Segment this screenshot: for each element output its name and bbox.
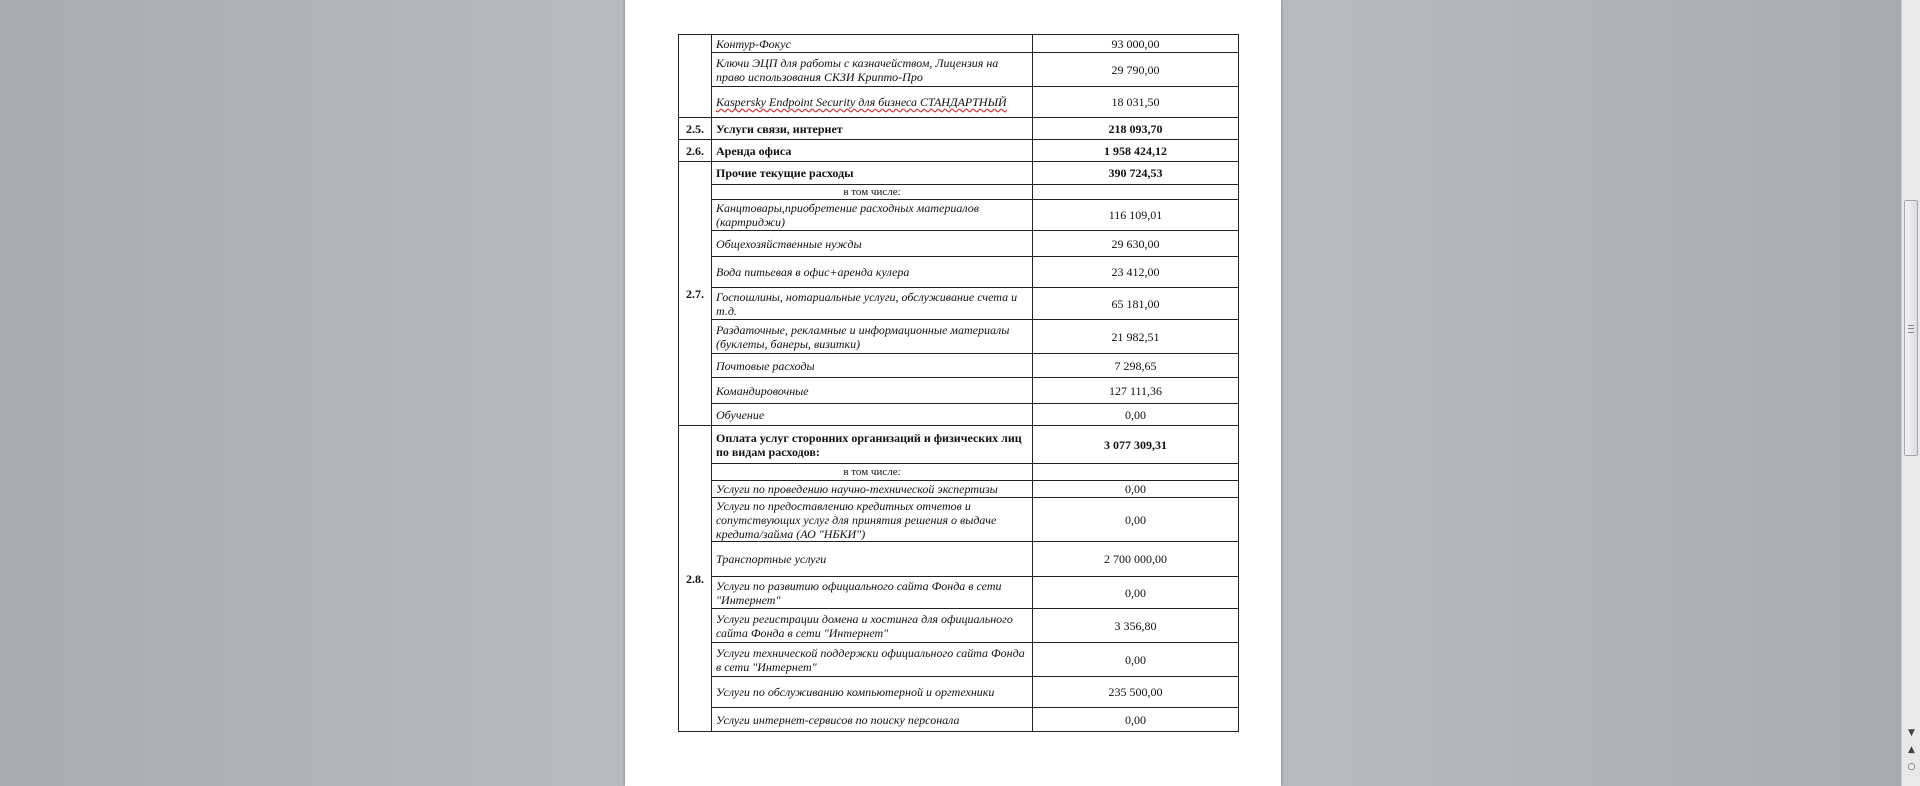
section-row-2-6 <box>679 140 1239 162</box>
item-name: Госпошлины, нотариальные услуги, обслуживание счета и т.д. <box>712 288 1033 320</box>
vertical-scrollbar[interactable] <box>1901 0 1920 786</box>
item-name: Услуги по предоставлению кредитных отчетов и сопутствующих услуг для принятия решения о выдаче кредита/займа (АО "НБКИ") <box>712 498 1033 542</box>
item-name: Услуги по проведению научно-технической экспертизы <box>712 481 1033 498</box>
select-browse-object-icon[interactable]: ○ <box>1907 762 1916 772</box>
item-name <box>712 708 1033 732</box>
table-row <box>679 35 1239 53</box>
section-number: 2.5. <box>679 118 712 140</box>
item-value: 0,00 <box>1033 498 1239 542</box>
section-name: Оплата услуг сторонних организаций и физических лиц по видам расходов: <box>712 426 1033 464</box>
scrollbar-thumb[interactable] <box>1904 200 1918 456</box>
table-row <box>679 708 1239 732</box>
item-name: Общехозяйственные нужды <box>712 231 1033 257</box>
section-value: 3 077 309,31 <box>1033 426 1239 464</box>
item-value: 0,00 <box>1033 481 1239 498</box>
table-row <box>679 87 1239 118</box>
table-row <box>679 542 1239 577</box>
item-name: Услуги по развитию официального сайта Фонда в сети "Интернет" <box>712 577 1033 609</box>
table-row <box>679 231 1239 257</box>
item-name: Командировочные <box>712 378 1033 404</box>
table-row <box>679 378 1239 404</box>
table-row <box>679 200 1239 231</box>
item-value: 23 412,00 <box>1033 257 1239 288</box>
table-row <box>679 609 1239 643</box>
item-value: 235 500,00 <box>1033 677 1239 708</box>
empty-cell <box>1033 464 1239 481</box>
item-name <box>712 87 1033 118</box>
section-value: 390 724,53 <box>1033 162 1239 185</box>
section-number: 2.8. <box>679 426 712 732</box>
table-row <box>679 257 1239 288</box>
grip-icon <box>1908 325 1914 333</box>
subheader-text: в том числе: <box>712 464 1033 481</box>
section-row-2-5 <box>679 118 1239 140</box>
item-value: 0,00 <box>1033 404 1239 426</box>
item-value: 21 982,51 <box>1033 320 1239 354</box>
item-value: 116 109,01 <box>1033 200 1239 231</box>
section-number: 2.6. <box>679 140 712 162</box>
item-value: 29 790,00 <box>1033 53 1239 87</box>
item-name: Канцтовары,приобретение расходных материалов (картриджи) <box>712 200 1033 231</box>
section-value: 1 958 424,12 <box>1033 140 1239 162</box>
item-name-text: Kaspersky Endpoint Security для бизнеса СТАНДАРТНЫЙ <box>716 95 1007 109</box>
item-name: Вода питьевая в офис+аренда кулера <box>712 257 1033 288</box>
item-name: Контур-Фокус <box>712 35 1033 53</box>
expense-table <box>678 34 1239 732</box>
section-number: 2.7. <box>679 162 712 426</box>
item-name: Транспортные услуги <box>712 542 1033 577</box>
item-value: 93 000,00 <box>1033 35 1239 53</box>
item-name: Услуги регистрации домена и хостинга для официального сайта Фонда в сети "Интернет" <box>712 609 1033 643</box>
item-value: 0,00 <box>1033 708 1239 732</box>
section-name: Аренда офиса <box>712 140 1033 162</box>
section-name: Услуги связи, интернет <box>712 118 1033 140</box>
item-value: 18 031,50 <box>1033 87 1239 118</box>
item-name: Услуги по обслуживанию компьютерной и оргтехники <box>712 677 1033 708</box>
item-name: Ключи ЭЦП для работы с казначейством, Лицензия на право использования СКЗИ Крипто-Про <box>712 53 1033 87</box>
item-value: 65 181,00 <box>1033 288 1239 320</box>
table-row <box>679 320 1239 354</box>
item-name: Услуги технической поддержки официального сайта Фонда в сети "Интернет" <box>712 643 1033 677</box>
item-value: 127 111,36 <box>1033 378 1239 404</box>
subheader-row <box>679 185 1239 200</box>
item-value: 7 298,65 <box>1033 354 1239 378</box>
item-value: 3 356,80 <box>1033 609 1239 643</box>
table-row <box>679 481 1239 498</box>
section-name: Прочие текущие расходы <box>712 162 1033 185</box>
item-value: 29 630,00 <box>1033 231 1239 257</box>
table-row <box>679 498 1239 542</box>
subheader-text: в том числе: <box>712 185 1033 200</box>
row-number <box>679 35 712 118</box>
item-name: Почтовые расходы <box>712 354 1033 378</box>
table-row <box>679 404 1239 426</box>
item-value: 0,00 <box>1033 577 1239 609</box>
table-row <box>679 354 1239 378</box>
table-row <box>679 577 1239 609</box>
section-value: 218 093,70 <box>1033 118 1239 140</box>
subheader-row <box>679 464 1239 481</box>
arrow-down-icon[interactable]: ▼ <box>1908 728 1915 738</box>
section-row-2-7 <box>679 162 1239 185</box>
item-value: 0,00 <box>1033 643 1239 677</box>
item-name-text: Услуги интернет-сервисов по поиску персонала <box>716 712 960 727</box>
table-row <box>679 643 1239 677</box>
item-name: Раздаточные, рекламные и информационные материалы (буклеты, банеры, визитки) <box>712 320 1033 354</box>
table-row <box>679 288 1239 320</box>
item-value: 2 700 000,00 <box>1033 542 1239 577</box>
document-page <box>625 0 1281 786</box>
section-row-2-8 <box>679 426 1239 464</box>
table-row <box>679 677 1239 708</box>
prev-page-icon[interactable]: ▲ <box>1908 745 1915 755</box>
table-row <box>679 53 1239 87</box>
item-name: Обучение <box>712 404 1033 426</box>
empty-cell <box>1033 185 1239 200</box>
